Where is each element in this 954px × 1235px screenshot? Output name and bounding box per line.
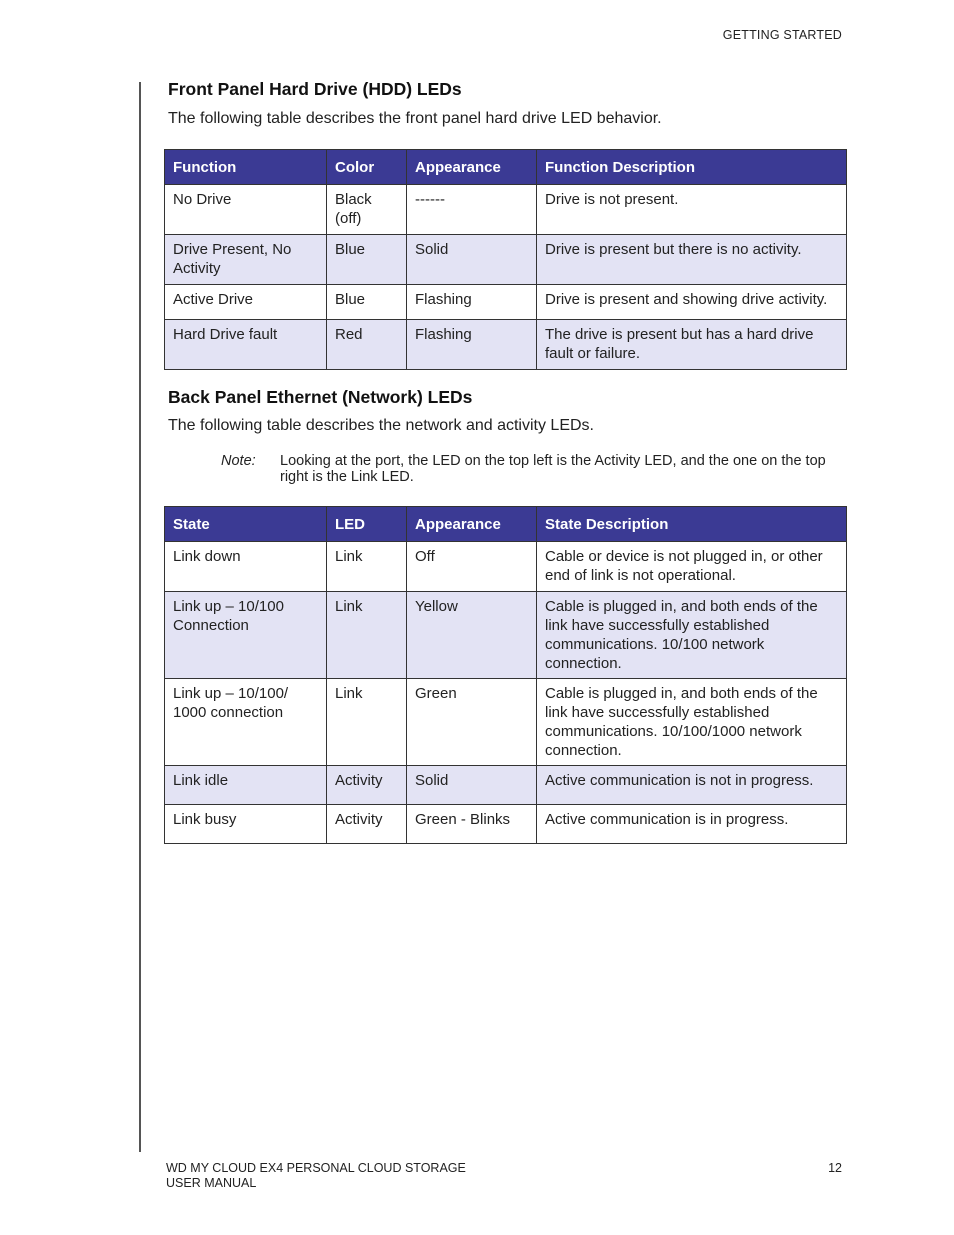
table-cell: Solid xyxy=(407,766,537,805)
table-cell: Activity xyxy=(327,805,407,844)
table-cell: The drive is present but has a hard drive fault or failure. xyxy=(537,320,847,370)
table-row xyxy=(165,592,847,679)
table-cell: Green - Blinks xyxy=(407,805,537,844)
table-cell: Off xyxy=(407,542,537,592)
column-header: State xyxy=(165,507,327,542)
table-cell: Link up – 10/100 Connection xyxy=(165,592,327,679)
table-cell: Cable is plugged in, and both ends of the link have successfully established communications. 10/100/1000 network connection. xyxy=(537,679,847,766)
table-cell: Link xyxy=(327,679,407,766)
table-row xyxy=(165,235,847,285)
column-header: LED xyxy=(327,507,407,542)
note-text: Looking at the port, the LED on the top left is the Activity LED, and the one on the top right is the Link LED. xyxy=(280,453,826,485)
table-cell: Drive is not present. xyxy=(537,185,847,235)
table-cell: Drive is present and showing drive activity. xyxy=(537,285,847,320)
table-cell: Green xyxy=(407,679,537,766)
table-cell: Yellow xyxy=(407,592,537,679)
table-cell: Link down xyxy=(165,542,327,592)
table-cell: Link xyxy=(327,542,407,592)
table-cell: Active communication is in progress. xyxy=(537,805,847,844)
table-cell: Cable or device is not plugged in, or other end of link is not operational. xyxy=(537,542,847,592)
table-row xyxy=(165,285,847,320)
page-number: 12 xyxy=(828,1161,842,1175)
side-rule xyxy=(139,82,141,1152)
table-header-row xyxy=(165,507,847,542)
table-row xyxy=(165,320,847,370)
footer-product-line1: WD MY CLOUD EX4 PERSONAL CLOUD STORAGE xyxy=(166,1161,466,1175)
table-row xyxy=(165,766,847,805)
table-cell: Blue xyxy=(327,285,407,320)
table-row xyxy=(165,805,847,844)
column-header: Function xyxy=(165,150,327,185)
column-header: Color xyxy=(327,150,407,185)
column-header: Appearance xyxy=(407,150,537,185)
running-head: GETTING STARTED xyxy=(722,28,842,42)
table-cell: Drive is present but there is no activity. xyxy=(537,235,847,285)
table-cell: Red xyxy=(327,320,407,370)
table-cell: Activity xyxy=(327,766,407,805)
column-header: Appearance xyxy=(407,507,537,542)
table-cell: Active communication is not in progress. xyxy=(537,766,847,805)
ethernet-section-intro: The following table describes the network and activity LEDs. xyxy=(168,417,594,434)
table-header-row xyxy=(165,150,847,185)
table-cell: ------ xyxy=(407,185,537,235)
note-block xyxy=(221,453,841,485)
table-cell: Black (off) xyxy=(327,185,407,235)
table-cell: Solid xyxy=(407,235,537,285)
table-cell: Link idle xyxy=(165,766,327,805)
hdd-led-table xyxy=(164,149,847,370)
table-cell: Link busy xyxy=(165,805,327,844)
table-row xyxy=(165,185,847,235)
column-header: Function Description xyxy=(537,150,847,185)
table-cell: Flashing xyxy=(407,285,537,320)
footer-product-line2: USER MANUAL xyxy=(166,1176,257,1190)
table-row xyxy=(165,679,847,766)
table-cell: Cable is plugged in, and both ends of the link have successfully established communications. 10/100 network connection. xyxy=(537,592,847,679)
note-label: Note: xyxy=(221,453,256,469)
table-cell: Drive Present, No Activity xyxy=(165,235,327,285)
table-cell: No Drive xyxy=(165,185,327,235)
footer-product xyxy=(166,1161,466,1191)
table-cell: Flashing xyxy=(407,320,537,370)
table-row xyxy=(165,542,847,592)
ethernet-led-table xyxy=(164,506,847,844)
hdd-section-intro: The following table describes the front panel hard drive LED behavior. xyxy=(168,110,662,127)
table-cell: Blue xyxy=(327,235,407,285)
table-cell: Active Drive xyxy=(165,285,327,320)
hdd-section-title: Front Panel Hard Drive (HDD) LEDs xyxy=(168,79,462,99)
table-cell: Hard Drive fault xyxy=(165,320,327,370)
table-cell: Link up – 10/100/ 1000 connection xyxy=(165,679,327,766)
column-header: State Description xyxy=(537,507,847,542)
table-cell: Link xyxy=(327,592,407,679)
ethernet-section-title: Back Panel Ethernet (Network) LEDs xyxy=(168,387,473,407)
